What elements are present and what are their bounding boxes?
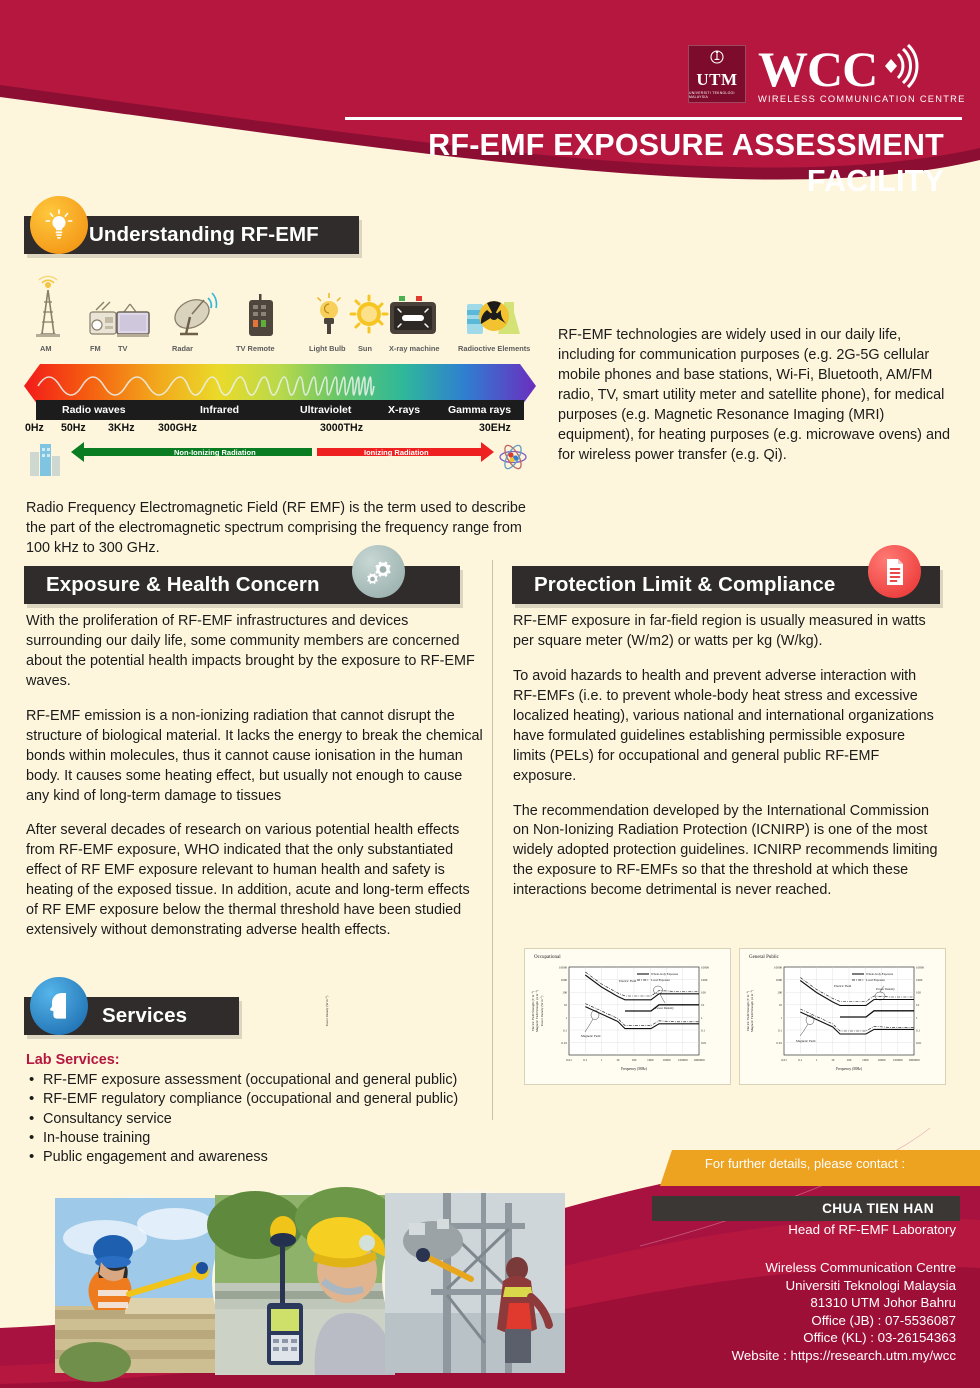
svg-text:0.1: 0.1 <box>701 1028 705 1033</box>
svg-text:10000: 10000 <box>916 965 924 970</box>
svg-text:10000: 10000 <box>701 965 709 970</box>
spectrum-device-icons <box>24 272 536 348</box>
svg-text:10000: 10000 <box>774 965 782 970</box>
svg-text:0.1: 0.1 <box>916 1028 920 1033</box>
svg-text:1: 1 <box>701 1015 703 1020</box>
device-label-light-bulb: Light Bulb <box>309 344 346 353</box>
device-label-tv-remote: TV Remote <box>236 344 275 353</box>
svg-text:0.01: 0.01 <box>566 1058 572 1062</box>
svg-text:10: 10 <box>616 1058 620 1062</box>
svg-text:Local Exposure: Local Exposure <box>866 978 885 983</box>
rf-emf-definition-paragraph: Radio Frequency Electromagnetic Field (RF EMF) is the term used to describe the part of the electromagnetic spectrum comprising the frequency range from 100 kHz to 300 GHz. <box>26 500 526 556</box>
lightbulb-badge-icon <box>30 196 88 254</box>
radio-tower-icon <box>36 276 60 337</box>
ionizing-nonionizing-arrows <box>24 438 536 480</box>
photo-tower-climber-antenna <box>382 1190 562 1370</box>
svg-text:100: 100 <box>777 990 782 995</box>
svg-text:10: 10 <box>701 1003 705 1008</box>
photo-field-worker-blue-helmet <box>52 1195 227 1370</box>
svg-text:Frequency (MHz): Frequency (MHz) <box>836 1067 862 1071</box>
svg-text:0.01: 0.01 <box>916 1041 922 1045</box>
svg-text:1000: 1000 <box>560 978 567 982</box>
svg-text:Power Density: Power Density <box>876 987 895 991</box>
freq-50hz: 50Hz <box>61 422 86 434</box>
svg-text:Magnetic Field Strength (A m⁻¹: Magnetic Field Strength (A m⁻¹) <box>535 990 540 1032</box>
svg-text:10000: 10000 <box>559 965 567 970</box>
freq-3000thz: 3000THz <box>320 422 363 434</box>
protection-body <box>513 612 941 901</box>
svg-text:10: 10 <box>563 1003 567 1008</box>
wcc-tagline: WIRELESS COMMUNICATION CENTRE <box>758 93 966 104</box>
section-title-services: Services <box>102 1004 188 1027</box>
svg-text:Whole-body Exposure: Whole-body Exposure <box>651 972 679 977</box>
chart-plot-occupational <box>325 949 732 1086</box>
exposure-body <box>26 612 484 941</box>
device-label-fm: FM <box>90 344 101 353</box>
address-line: 81310 UTM Johor Bahru <box>810 1295 956 1311</box>
head-profile-badge-icon <box>30 977 88 1035</box>
address-line: Universiti Teknologi Malaysia <box>785 1277 956 1293</box>
light-bulb-icon <box>318 293 341 334</box>
freq-30ehz: 30EHz <box>479 422 511 434</box>
section-title-protection: Protection Limit & Compliance <box>534 573 836 596</box>
svg-text:0.1: 0.1 <box>583 1058 588 1062</box>
utm-wordmark: UTM <box>696 69 738 89</box>
atom-size-icon <box>500 443 526 471</box>
svg-text:Electric Field Strength (V m⁻¹: Electric Field Strength (V m⁻¹) <box>746 991 750 1031</box>
svg-text:0.01: 0.01 <box>776 1041 782 1045</box>
address-line: Office (KL) : 03-26154363 <box>803 1330 956 1346</box>
header-divider-rule <box>345 117 962 120</box>
svg-text:100: 100 <box>562 990 567 995</box>
svg-text:1000: 1000 <box>862 1058 869 1062</box>
device-label-sun: Sun <box>358 344 372 353</box>
chart-title-occupational: Occupational <box>534 955 561 960</box>
radioactive-flask-icon <box>467 301 520 334</box>
section-title-exposure: Exposure & Health Concern <box>46 573 320 596</box>
utm-tagline: UNIVERSITI TEKNOLOGI MALAYSIA <box>689 90 735 99</box>
svg-text:100: 100 <box>701 990 706 995</box>
protection-paragraph-3: The recommendation developed by the International Commission on Non-Ionizing Radiation Protection (ICNIRP) is one of the most widely adopted protection guidelines. ICNIRP recommends limiting the exposure to RF-EMFs so that the threshold at which these interactions become detrimental is never reached. <box>513 802 938 899</box>
svg-text:1000: 1000 <box>775 978 782 982</box>
svg-text:1: 1 <box>565 1015 567 1020</box>
svg-text:1000: 1000 <box>916 978 923 982</box>
building-size-icon <box>30 444 60 476</box>
document-badge-icon <box>868 545 921 598</box>
svg-text:100: 100 <box>916 990 921 995</box>
device-label-am: AM <box>40 344 52 353</box>
list-item: • Public engagement and awareness <box>26 1148 486 1167</box>
svg-text:1: 1 <box>815 1058 818 1062</box>
svg-text:0.1: 0.1 <box>778 1028 782 1033</box>
svg-text:Frequency (MHz): Frequency (MHz) <box>621 1067 647 1071</box>
svg-text:10000: 10000 <box>662 1058 671 1062</box>
svg-text:Non-Ionizing Radiation: Non-Ionizing Radiation <box>174 448 256 457</box>
list-item: • Consultancy service <box>26 1110 486 1129</box>
svg-text:Power Density: Power Density <box>655 1006 674 1010</box>
list-item: • RF-EMF regulatory compliance (occupational and general public) <box>26 1090 486 1109</box>
freq-3khz: 3KHz <box>108 422 135 434</box>
svg-text:100000: 100000 <box>678 1058 688 1062</box>
svg-text:Local Exposure: Local Exposure <box>651 978 670 983</box>
exposure-paragraph-2: RF-EMF emission is a non-ionizing radiation that cannot disrupt the structure of biological material. It lacks the energy to break the chemical bonds within molecules, thus it cannot cause ionisation in the human body. It causes some heating effect, but usually not enough to cause any kind of long-term damage to tissues <box>26 707 483 804</box>
radio-icon <box>90 302 116 334</box>
band-infrared: Infrared <box>200 404 240 416</box>
device-label-xray-machine: X-ray machine <box>389 344 440 353</box>
device-label-radar: Radar <box>172 344 193 353</box>
svg-text:1: 1 <box>780 1015 782 1020</box>
website-line: Website : https://research.utm.my/wcc <box>731 1347 956 1363</box>
svg-text:0.01: 0.01 <box>781 1058 787 1062</box>
band-radio-waves: Radio waves <box>62 404 126 416</box>
svg-text:10000: 10000 <box>877 1058 886 1062</box>
svg-text:Ionizing Radiation: Ionizing Radiation <box>364 448 429 457</box>
rf-emf-intro-paragraph: RF-EMF technologies are widely used in our daily life, including for communication purposes (e.g. 2G-5G cellular mobile phones and base stations, Wi-Fi, Bluetooth, AM/FM radio, TV, smart utility meter and satellite phone), for medical purposes (e.g. Magnetic Resonance Imaging (MRI) equipment), for heating purposes (e.g. microwave ovens) and for wireless power transfer (e.g. Qi). <box>558 327 950 463</box>
column-divider <box>492 560 493 1120</box>
svg-text:10: 10 <box>831 1058 835 1062</box>
svg-text:Electric Field: Electric Field <box>834 984 852 988</box>
svg-text:1000: 1000 <box>647 1058 654 1062</box>
wcc-utm-logo <box>688 38 966 110</box>
photo-engineer-yellow-helmet-meter <box>212 1192 392 1372</box>
tv-remote-icon <box>249 294 273 336</box>
gear-badge-icon <box>352 545 405 598</box>
svg-text:100000: 100000 <box>893 1058 903 1062</box>
sun-icon <box>351 296 387 332</box>
chart-title-general-public: General Public <box>749 955 779 960</box>
exposure-paragraph-1: With the proliferation of RF-EMF infrastructures and devices surrounding our daily life, some community members are concerned about the potential health impacts brought by the exposure to RF-EMF waves. <box>26 613 475 689</box>
utm-emblem-icon <box>708 50 726 70</box>
svg-text:Magnetic Field: Magnetic Field <box>581 1034 601 1038</box>
utm-logo <box>688 45 746 103</box>
svg-text:Electric Field Strength (V m⁻¹: Electric Field Strength (V m⁻¹) <box>531 991 535 1031</box>
device-label-radioactive: Radioctive Elements <box>458 344 531 353</box>
wcc-logo <box>758 40 966 104</box>
wcc-wordmark: WCC <box>758 40 878 97</box>
svg-text:0.01: 0.01 <box>561 1041 567 1045</box>
television-icon <box>117 304 149 337</box>
address-line: Wireless Communication Centre <box>765 1260 956 1275</box>
spectrum-frequency-ticks <box>24 422 536 438</box>
svg-text:1000000: 1000000 <box>693 1058 705 1062</box>
lab-services-label: Lab Services: <box>26 1052 120 1068</box>
svg-text:Magnetic Field Strength (A m⁻¹: Magnetic Field Strength (A m⁻¹) <box>750 990 755 1032</box>
address-line: Office (JB) : 07-5536087 <box>811 1312 956 1328</box>
freq-300ghz: 300GHz <box>158 422 197 434</box>
svg-text:Electric Field: Electric Field <box>619 979 637 983</box>
svg-text:100: 100 <box>631 1058 637 1062</box>
svg-text:0.01: 0.01 <box>701 1041 707 1045</box>
svg-text:1: 1 <box>916 1015 918 1020</box>
spectrum-device-labels <box>24 344 536 358</box>
svg-text:Magnetic Field: Magnetic Field <box>796 1039 816 1043</box>
protection-paragraph-2: To avoid hazards to health and prevent adverse interaction with RF-EMFs (i.e. to prevent whole-body heat stress and excessive localized heating), various national and international organizations have formulated guidelines establishing permissible exposure limits (PELs) for occupational and general public RF-EMF exposure. <box>513 667 934 784</box>
svg-text:10: 10 <box>778 1003 782 1008</box>
spectrum-band-labels <box>36 400 524 420</box>
contact-address-block <box>732 1259 956 1364</box>
list-item: • RF-EMF exposure assessment (occupational and general public) <box>26 1071 486 1090</box>
contact-role: Head of RF-EMF Laboratory <box>788 1222 956 1237</box>
poster-header <box>0 0 980 215</box>
svg-text:1000000: 1000000 <box>908 1058 920 1062</box>
electromagnetic-spectrum-diagram <box>24 272 536 477</box>
exposure-paragraph-3: After several decades of research on various potential health effects from RF-EMF exposure, WHO indicated that the only substantiated effect of RF EMF exposure relevant to human health and safety is heating of the exposed tissue. In addition, acute and long-term effects of RF EMF exposure below the thermal threshold have been studied extensively without demonstrating adverse health effects. <box>26 822 470 939</box>
protection-paragraph-1: RF-EMF exposure in far-field region is usually measured in watts per square meter (W/m2) or watts per kg (W/kg). <box>513 613 926 649</box>
page-title: RF-EMF EXPOSURE ASSESSMENT FACILITY <box>428 128 944 198</box>
freq-0hz: 0Hz <box>25 422 44 434</box>
signal-waves-icon <box>879 45 913 93</box>
svg-text:10: 10 <box>916 1003 920 1008</box>
list-item: • In-house training <box>26 1129 486 1148</box>
section-title-understanding: Understanding RF-EMF <box>89 223 319 246</box>
svg-text:0.1: 0.1 <box>798 1058 803 1062</box>
band-ultraviolet: Ultraviolet <box>300 404 352 416</box>
svg-text:Power Density (W m⁻²): Power Density (W m⁻²) <box>325 995 329 1027</box>
svg-text:Power Density (W m⁻²): Power Density (W m⁻²) <box>540 995 544 1027</box>
svg-text:1000: 1000 <box>701 978 708 982</box>
svg-text:0.1: 0.1 <box>563 1028 567 1033</box>
chart-card-occupational <box>325 948 731 1085</box>
device-label-tv: TV <box>118 344 128 353</box>
svg-text:100: 100 <box>846 1058 852 1062</box>
svg-text:Whole-body Exposure: Whole-body Exposure <box>866 972 894 977</box>
band-gamma-rays: Gamma rays <box>448 404 512 416</box>
contact-prompt-text: For further details, please contact : <box>704 1156 906 1171</box>
contact-name-plate: CHUA TIEN HAN <box>652 1196 960 1221</box>
xray-machine-icon <box>390 296 436 334</box>
band-xrays: X-rays <box>388 404 421 416</box>
satellite-dish-icon <box>170 293 216 334</box>
svg-text:1: 1 <box>600 1058 603 1062</box>
